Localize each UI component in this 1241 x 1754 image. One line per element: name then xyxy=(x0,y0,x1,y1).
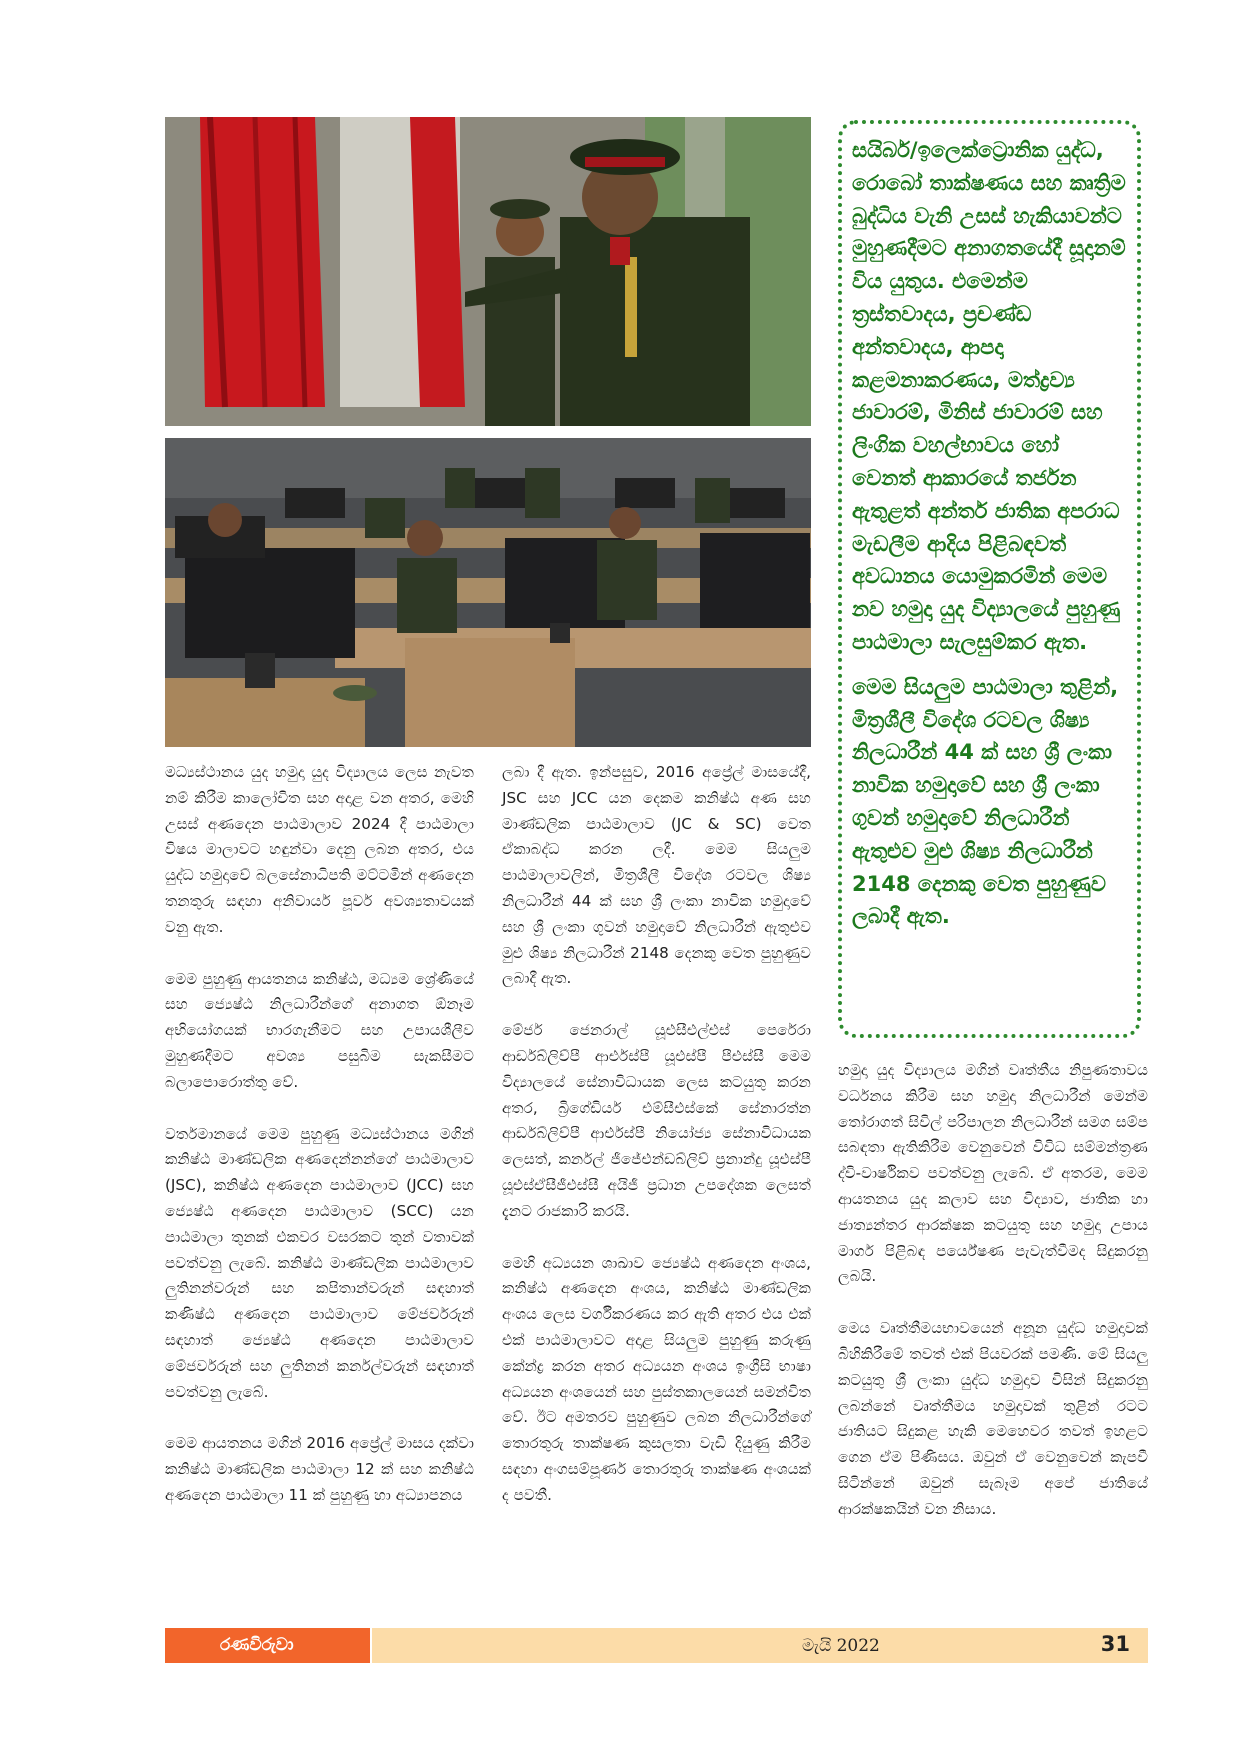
body-paragraph: මධ්‍යස්ථානය යුද හමුදා යුද විද්‍යාලය ලෙස නැවත නම් කිරීම කාලෝචිත සහ අදාළ වන අතර, මෙහි උසස් අණදෙන පාඨමාලාව 2024 දී පාඨමාලා විෂය මාලාවට හඳුන්වා දෙනු ලබන අතර, එය යුද්ධ හමුදාවේ බලසේනාධිපති මට්ටමින් අණදෙන තනතුරු සඳහා අනිවාර්ය පූර්ව අවශ්‍යතාවයක් වනු ඇත. xyxy=(165,763,474,936)
text-column-1 xyxy=(165,760,474,1535)
body-paragraph: හමුදා යුද විද්‍යාලය මගින් වෘත්තීය නිපුණතාවය වර්ධනය කිරීම සහ හමුදා නිලධාරීන් මෙන්ම තෝරාගත් සිවිල් පරිපාලන නිලධාරීන් සමග සම්ප සබඳතා ඇතිකිරීම වෙනුවෙන් විවිධ සම්මන්ත්‍රණ ද්වි-වාර්ෂිකව පවත්වනු ලැබේ. ඒ අතරම, මෙම ආයතනය යුද කලාව සහ විද්‍යාව, ජාතික හා ජාත්‍යන්තර ආරක්ෂක කටයුතු සහ හමුදා උපාය මාර්ග පිළිබඳ පර්යේෂණ පැවැත්වීමද සිදුකරනු ලබයි. xyxy=(838,1061,1148,1286)
body-paragraph: වර්තමානයේ මෙම පුහුණු මධ්‍යස්ථානය මගින් කනිෂ්ඨ මාණ්ඩලික අණදෙන්නන්ගේ පාඨමාලාව (JSC), කනිෂ්ඨ අණදෙන පාඨමාලාව (JCC) සහ ජ්‍යෙෂ්ඨ අණදෙන පාඨමාලාව (SCC) යන පාඨමාලා තුනක් එකවර වසරකට තුන් වතාවක් පවත්වනු ලැබේ. කනිෂ්ඨ මාණ්ඩලික පාඨමාලාව ලුතිනන්වරුන් සහ කපිතාන්වරුන් සඳහාත් කණිෂ්ඨ අණදෙන පාඨමාලාව මේජර්වරුන් සඳහාත් ජ්‍යෙෂ්ඨ අණදෙන පාඨමාලාව මේජර්වරුන් සහ ලුතිනන් කර්නල්වරුන් සඳහාත් පවත්වනු ලැබේ. xyxy=(165,1124,474,1401)
body-paragraph: මෙහි අධ්‍යයන ශාඛාව ජ්‍යෙෂ්ඨ අණදෙන අංශය, කනිෂ්ඨ අණදෙන අංශය, කනිෂ්ඨ මාණ්ඩලික අංශය ලෙස වර්ගීකරණය කර ඇති අතර එය එක් එක් පාඨමාලාවට අදාළ සියලුම පුහුණු කරුණු කේන්ද්‍ර කරන අතර අධ්‍යයන අංශය ඉංග්‍රීසි භාෂා අධ්‍යයන අංශයෙන් සහ පුස්තකාලයෙන් සමන්විත වේ. ඊට අමතරව පුහුණුව ලබන නිලධාරීන්ගේ තොරතුරු තාක්ෂණ කුසලතා වැඩි දියුණු කිරීම සඳහා අංගසම්පූර්ණ තොරතුරු තාක්ෂණ අංශයක් ද පවතී. xyxy=(502,1253,811,1504)
magazine-name: රණවිරුවා xyxy=(220,1635,294,1655)
body-paragraph: මෙය වෘත්තීමයභාවයෙන් අනූන යුද්ධ හමුදාවක් බිහිකිරීමේ තවත් එක් පියවරක් පමණි. මේ සියලු කටයුතු ශ්‍රී ලංකා යුද්ධ හමුදාව විසින් සිදුකරනු ලබන්නේ වෘත්තීමය හමුදාවක් තුළින් රටට ජාතියට සිදුකළ හැකි මෙහෙවර තවත් ඉහළට ගෙන ඒම පිණිසය. ඔවුන් ඒ වෙනුවෙන් කැපවී සිටින්නේ ඔවුන් සැබෑම අපේ ජාතියේ ආරක්ෂකයින් වන නිසාය. xyxy=(838,1319,1148,1518)
body-paragraph: මෙම පුහුණු ආයතනය කනිෂ්ඨ, මධ්‍යම ශ්‍රේණියේ සහ ජ්‍යෙෂ්ඨ නිලධාරීන්ගේ අනාගත ඕනෑම අභියෝගයක් භාරගැනීමට සහ උපායශීලීව මුහුණදීමට අවශ්‍ය පසුබිම සැකසීමට බලාපොරොත්තු වේ. xyxy=(165,969,474,1091)
unveiling-plaque-photo xyxy=(165,117,811,426)
pull-quote-paragraph-1: සයිබර්/ඉලෙක්ට්‍රොනික යුද්ධ, රොබෝ තාක්ෂණය සහ කෘත්‍රිම බුද්ධිය වැනි උසස් හැකියාවන්ට මුහුණදීමට අනාගතයේදී සූදානම් විය යුතුය. එමෙන්ම ත්‍රස්තවාදය, ප්‍රචණ්ඩ අන්තවාදය, ආපදා කළමනාකරණය, මත්ද්‍රව්‍ය ජාවාරම්, මිනිස් ජාවාරම් සහ ලිංගික වහල්භාවය හෝ වෙනත් ආකාරයේ තර්ජන ඇතුළත් අන්තර් ජාතික අපරාධ මැඩලීම ආදිය පිළිබඳවත් අවධානය යොමුකරමින් මෙම නව හමුදා යුද විද්‍යාලයේ පුහුණු පාඨමාලා සැලසුම්කර ඇත. xyxy=(852,138,1126,654)
body-paragraph: මෙම ආයතනය මගින් 2016 අප්‍රේල් මාසය දක්වා කනිෂ්ඨ මාණ්ඩලික පාඨමාලා 12 ක් සහ කනිෂ්ඨ අණදෙන පාඨමාලා 11 ක් පුහුණු හා අධ්‍යාපනය xyxy=(165,1434,474,1504)
footer-magazine-band xyxy=(165,1628,370,1663)
body-paragraph: ලබා දී ඇත. ඉන්පසුව, 2016 අප්‍රේල් මාසයේදී, JSC සහ JCC යන දෙකම කනිෂ්ඨ අණ සහ මාණ්ඩලික පාඨමාලාව (JC & SC) වෙත ඒකාබද්ධ කරන ලදී. මෙම සියලුම පාඨමාලාවලින්, මිත්‍රශීලී විදේශ රටවල ශිෂ්‍ය නිලධාරීන් 44 ක් සහ ශ්‍රී ලංකා නාවික හමුදාවේ සහ ශ්‍රී ලංකා ගුවන් හමුදාවේ නිලධාරීන් ඇතුළුව මුළු ශිෂ්‍ය නිලධාරීන් 2148 දෙනකු වෙත පුහුණුව ලබාදී ඇත. xyxy=(502,763,811,988)
computer-lab-illustration xyxy=(165,438,811,747)
text-column-3 xyxy=(838,1058,1148,1549)
body-paragraph: මේජර් ජෙනරාල් යූඑසීඑල්එස් පෙරේරා ආර්ඩබ්ලිව්පී ආර්එස්පී යූඑස්පී පීඑස්සී මෙම විද්‍යාලයේ සේනාවිධායක ලෙස කටයුතු කරන අතර, බ්‍රිගේඩියර් එම්සීඑස්කේ සේනාරත්න ආර්ඩබ්ලිව්පී ආර්එස්පී නියෝජ්‍ය සේනාවිධායක ලෙසත්, කර්නල් ජීජේඑන්ඩබ්ලිව් ප්‍රනාන්දු යූඑස්පී යූඑස්ඒසීජීඑස්සී අයිජී ප්‍රධාන උපදේශක ලෙසත් දැනට රාජකාරි කරයි. xyxy=(502,1021,811,1220)
computer-lab-photo xyxy=(165,438,811,747)
issue-date: මැයි 2022 xyxy=(802,1636,880,1656)
unveiling-plaque-illustration xyxy=(165,117,811,426)
text-column-2 xyxy=(502,760,811,1535)
footer-date-band xyxy=(372,1628,1148,1663)
page-footer xyxy=(165,1628,1148,1663)
pull-quote-box xyxy=(838,120,1141,1038)
page-number: 31 xyxy=(1100,1632,1130,1656)
pull-quote-paragraph-2: මෙම සියලුම පාඨමාලා තුළින්, මිත්‍රශීලී විදේශ රටවල ශිෂ්‍ය නිලධාරීන් 44 ක් සහ ශ්‍රී ලංකා නාවික හමුදාවේ සහ ශ්‍රී ලංකා ගුවන් හමුදාවේ නිලධාරීන් ඇතුළුව මුළු ශිෂ්‍ය නිලධාරීන් 2148 දෙනකු වෙත පුහුණුව ලබාදී ඇත. xyxy=(852,674,1119,929)
